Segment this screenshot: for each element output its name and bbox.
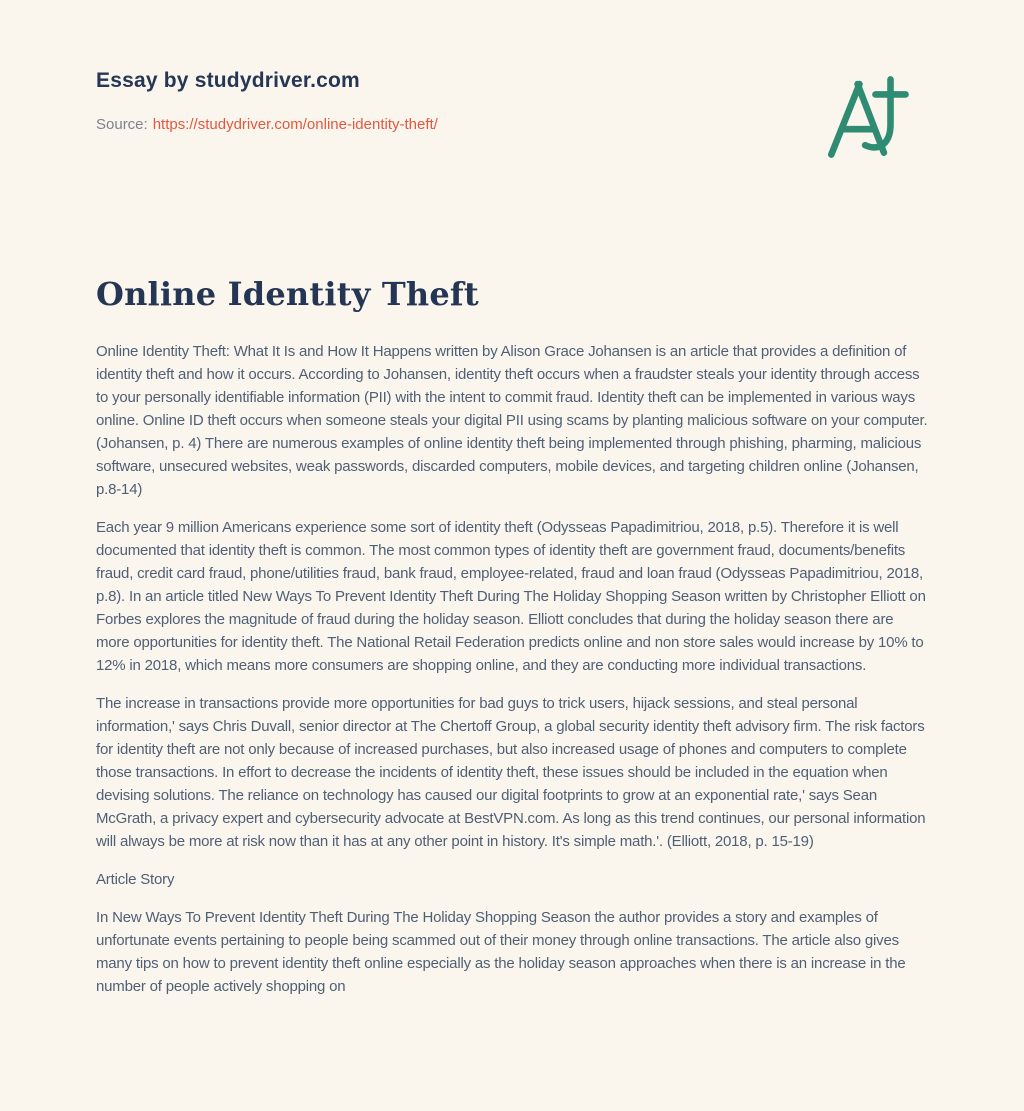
article-paragraph-2: Each year 9 million Americans experience some sort of identity theft (Odysseas Papadimitriou, 2018, p.5). Therefore it is well documented that identity theft is common. The most common types of identity theft are government fraud, documents/benefits fraud, credit card fraud, phone/utilities fraud, bank fraud, employee-related, fraud and loan fraud (Odysseas Papadimitriou, 2018, p.8). In an article titled New Ways To Prevent Identity Theft During The Holiday Shopping Season written by Christopher Elliott on Forbes explores the magnitude of fraud during the holiday season. Elliott concludes that during the holiday season there are more opportunities for identity theft. The National Retail Federation predicts online and non store sales would increase by 10% to 12% in 2018, which means more consumers are shopping online, and they are conducting more individual transactions. — [96, 519, 926, 674]
article-subheading: Article Story — [96, 871, 175, 888]
article-paragraph-3: The increase in transactions provide more opportunities for bad guys to trick users, hijack sessions, and steal personal information,' says Chris Duvall, senior director at The Chertoff Group, a global security identity theft advisory firm. The risk factors for identity theft are not only because of increased purchases, but also increased usage of phones and computers to complete those transactions. In effort to decrease the incidents of identity theft, these issues should be included in the equation when devising solutions. The reliance on technology has caused our digital footprints to grow at an exponential rate,' says Sean McGrath, a privacy expert and cybersecurity advocate at BestVPN.com. As long as this trend continues, our personal information will always be more at risk now than it has at any other point in history. It's simple math.'. (Elliott, 2018, p. 15-19) — [96, 695, 926, 850]
source-line — [96, 116, 438, 134]
document-header — [96, 68, 928, 164]
source-link[interactable]: https://studydriver.com/online-identity-theft/ — [152, 116, 438, 133]
essay-by-heading: Essay by studydriver.com — [96, 69, 360, 92]
article-paragraph-1: Online Identity Theft: What It Is and How It Happens written by Alison Grace Johansen is an article that provides a definition of identity theft and how it occurs. According to Johansen, identity theft occurs when a fraudster steals your identity through access to your personally identifiable information (PII) with the intent to commit fraud. Identity theft can be implemented in various ways online. Online ID theft occurs when someone steals your digital PII using scams by planting malicious software on your computer.(Johansen, p. 4) There are numerous examples of online identity theft being implemented through phishing, pharming, malicious software, unsecured websites, weak passwords, discarded computers, mobile devices, and targeting children online (Johansen, p.8-14) — [96, 343, 928, 498]
source-label: Source: — [96, 116, 148, 133]
article — [96, 274, 928, 998]
article-title: Online Identity Theft — [96, 275, 479, 313]
header-text-block — [96, 68, 438, 134]
article-paragraph-4: In New Ways To Prevent Identity Theft During The Holiday Shopping Season the author provides a story and examples of unfortunate events pertaining to people being scammed out of their money through online transactions. The article also gives many tips on how to prevent identity theft online especially as the holiday season approaches when there is an increase in the number of people actively shopping on — [96, 909, 906, 995]
studydriver-logo-icon — [820, 70, 914, 164]
